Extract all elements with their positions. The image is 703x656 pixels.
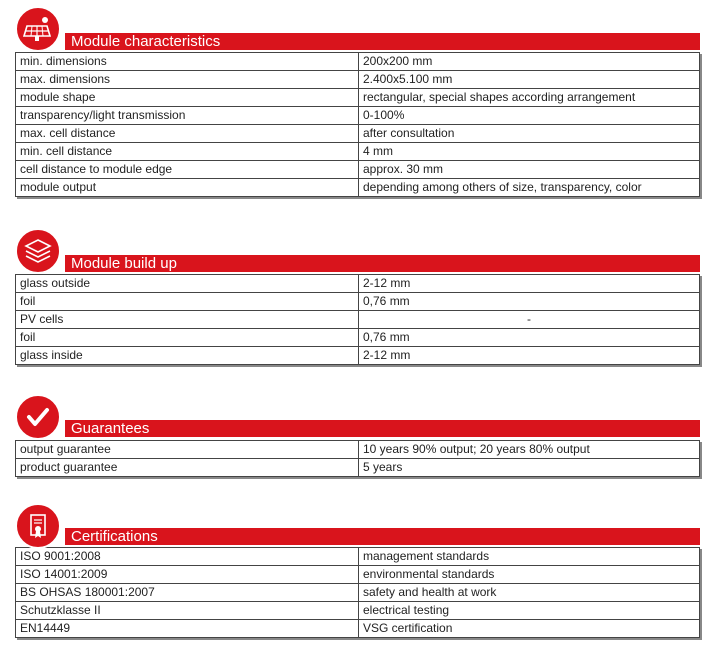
row-value: VSG certification [359,620,700,638]
table-row [16,125,700,143]
table-row [16,53,700,71]
row-key: foil [16,293,359,311]
table-row [16,602,700,620]
row-value: 2-12 mm [359,347,700,365]
row-value: safety and health at work [359,584,700,602]
row-value: 2.400x5.100 mm [359,71,700,89]
row-value: after consultation [359,125,700,143]
section-title: Guarantees [65,420,700,437]
row-value: rectangular, special shapes according arrangement [359,89,700,107]
row-value: 2-12 mm [359,275,700,293]
row-key: min. cell distance [16,143,359,161]
row-key: PV cells [16,311,359,329]
row-key: max. dimensions [16,71,359,89]
row-key: ISO 9001:2008 [16,548,359,566]
module-characteristics-table [15,52,700,197]
row-value: 5 years [359,459,700,477]
module-build-up-table [15,274,700,365]
table-row [16,107,700,125]
table-row [16,329,700,347]
section-title: Module characteristics [65,33,700,50]
row-key: min. dimensions [16,53,359,71]
row-value: electrical testing [359,602,700,620]
row-key: product guarantee [16,459,359,477]
row-key: cell distance to module edge [16,161,359,179]
row-key: BS OHSAS 180001:2007 [16,584,359,602]
row-value: 200x200 mm [359,53,700,71]
table-row [16,275,700,293]
solar-panel-icon [15,6,61,52]
table-row [16,584,700,602]
row-key: EN14449 [16,620,359,638]
table-row [16,293,700,311]
section-title: Certifications [65,528,700,545]
guarantees-table [15,440,700,477]
layers-icon [15,228,61,274]
table-row [16,459,700,477]
row-key: Schutzklasse II [16,602,359,620]
row-key: module output [16,179,359,197]
checkmark-icon [15,394,61,440]
table-row [16,441,700,459]
table-row [16,566,700,584]
row-value: 10 years 90% output; 20 years 80% output [359,441,700,459]
row-value: 0,76 mm [359,329,700,347]
row-value: 0,76 mm [359,293,700,311]
table-row [16,311,700,329]
table-row [16,548,700,566]
table-row [16,71,700,89]
row-value: environmental standards [359,566,700,584]
row-key: transparency/light transmission [16,107,359,125]
table-row [16,620,700,638]
table-row [16,347,700,365]
row-key: foil [16,329,359,347]
row-key: output guarantee [16,441,359,459]
table-row [16,143,700,161]
row-key: max. cell distance [16,125,359,143]
table-row [16,161,700,179]
table-row [16,89,700,107]
certifications-table [15,547,700,638]
section-title: Module build up [65,255,700,272]
certificate-icon [15,503,61,549]
table-row [16,179,700,197]
row-value: 0-100% [359,107,700,125]
row-value: depending among others of size, transparency, color [359,179,700,197]
row-value: management standards [359,548,700,566]
row-key: glass inside [16,347,359,365]
row-key: module shape [16,89,359,107]
row-value: 4 mm [359,143,700,161]
row-key: ISO 14001:2009 [16,566,359,584]
row-key: glass outside [16,275,359,293]
row-value: approx. 30 mm [359,161,700,179]
row-value: - [359,311,700,329]
